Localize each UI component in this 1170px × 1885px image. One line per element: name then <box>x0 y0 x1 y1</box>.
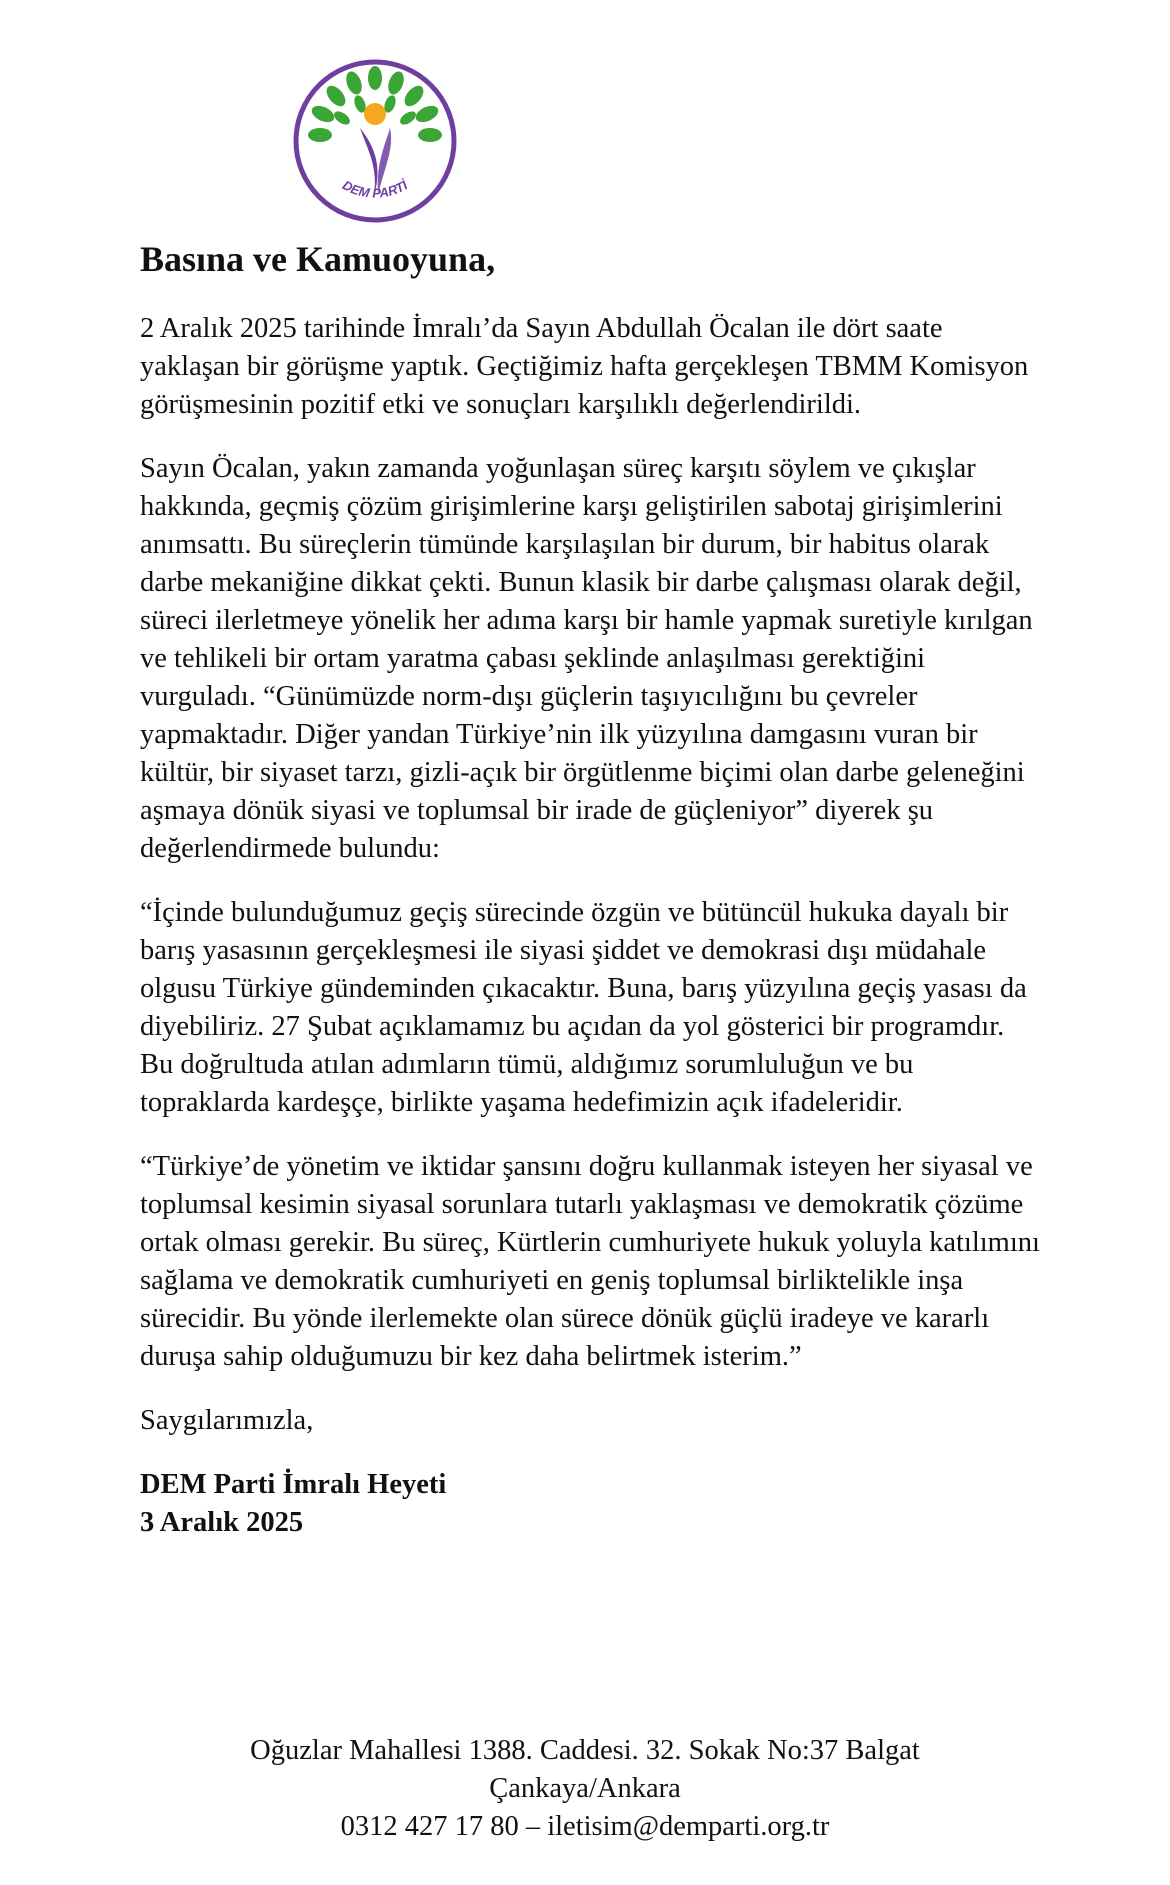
logo-text: DEM PARTİ <box>340 177 411 201</box>
document-heading: Basına ve Kamuoyuna, <box>140 239 496 279</box>
paragraph-4: “Türkiye’de yönetim ve iktidar şansını doğru kullanmak isteyen her siyasal ve toplumsal kesimin siyasal sorunlara tutarlı yaklaşması ve demokratik çözüme ortak olması gerekir. Bu süreç, Kürtlerin cumhuriyete hukuk yoluyla katılımını sağlama ve demokratik cumhuriyeti en geniş toplumsal birliktelikle inşa sürecidir. Bu yönde ilerlemekte olan sürece dönük güçlü iradeye ve kararlı duruşa sahip olduğumuzu bir kez daha belirtmek isterim.” <box>140 1151 1040 1372</box>
footer-contact-line: 0312 427 17 80 – iletisim@demparti.org.tr <box>340 1811 830 1842</box>
footer-address-line1: Oğuzlar Mahallesi 1388. Caddesi. 32. Sokak No:37 Balgat <box>250 1735 920 1766</box>
paragraph-1: 2 Aralık 2025 tarihinde İmralı’da Sayın Abdullah Öcalan ile dört saate yaklaşan bir görüşme yaptık. Geçtiğimiz hafta gerçekleşen TBMM Komisyon görüşmesinin pozitif etki ve sonuçları karşılıklı değerlendirildi. <box>140 313 1029 420</box>
closing-salutation: Saygılarımızla, <box>140 1405 314 1436</box>
signature-date: 3 Aralık 2025 <box>140 1507 304 1538</box>
paragraph-2: Sayın Öcalan, yakın zamanda yoğunlaşan süreç karşıtı söylem ve çıkışlar hakkında, geçmiş çözüm girişimlerine karşı geliştirilen sabotaj girişimlerini anımsattı. Bu süreçlerin tümünde karşılaşılan bir durum, bir habitus olarak darbe mekaniğine dikkat çekti. Bunun klasik bir darbe çalışması olarak değil, süreci ilerletmeye yönelik her adıma karşı bir hamle yapmak suretiyle kırılgan ve tehlikeli bir ortam yaratma çabası şeklinde anlaşılması gerektiğini vurguladı. “Günümüzde norm-dışı güçlerin taşıyıcılığını bu çevreler yapmaktadır. Diğer yandan Türkiye’nin ilk yüzyılına damgasını vuran bir kültür, bir siyaset tarzı, gizli-açık bir örgütlenme biçimi olan darbe geleneğini aşmaya dönük siyasi ve toplumsal bir irade de güçleniyor” diyerek şu değerlendirmede bulundu: <box>140 453 1033 864</box>
signature-name: DEM Parti İmralı Heyeti <box>140 1469 447 1500</box>
footer-address-line2: Çankaya/Ankara <box>489 1773 681 1804</box>
document-body <box>140 236 1040 1542</box>
footer-contact <box>0 1732 1170 1846</box>
paragraph-3: “İçinde bulunduğumuz geçiş sürecinde özgün ve bütüncül hukuka dayalı bir barış yasasının gerçekleşmesi ile siyasi şiddet ve demokrasi dışı müdahale olgusu Türkiye gündeminden çıkacaktır. Buna, barış yüzyılına geçiş yasası da diyebiliriz. 27 Şubat açıklamamız bu açıdan da yol gösterici bir programdır. Bu doğrultuda atılan adımların tümü, aldığımız sorumluluğun ve bu topraklarda kardeşçe, birlikte yaşama hedefimizin açık ifadeleridir. <box>140 897 1027 1118</box>
dem-parti-logo <box>290 56 460 226</box>
